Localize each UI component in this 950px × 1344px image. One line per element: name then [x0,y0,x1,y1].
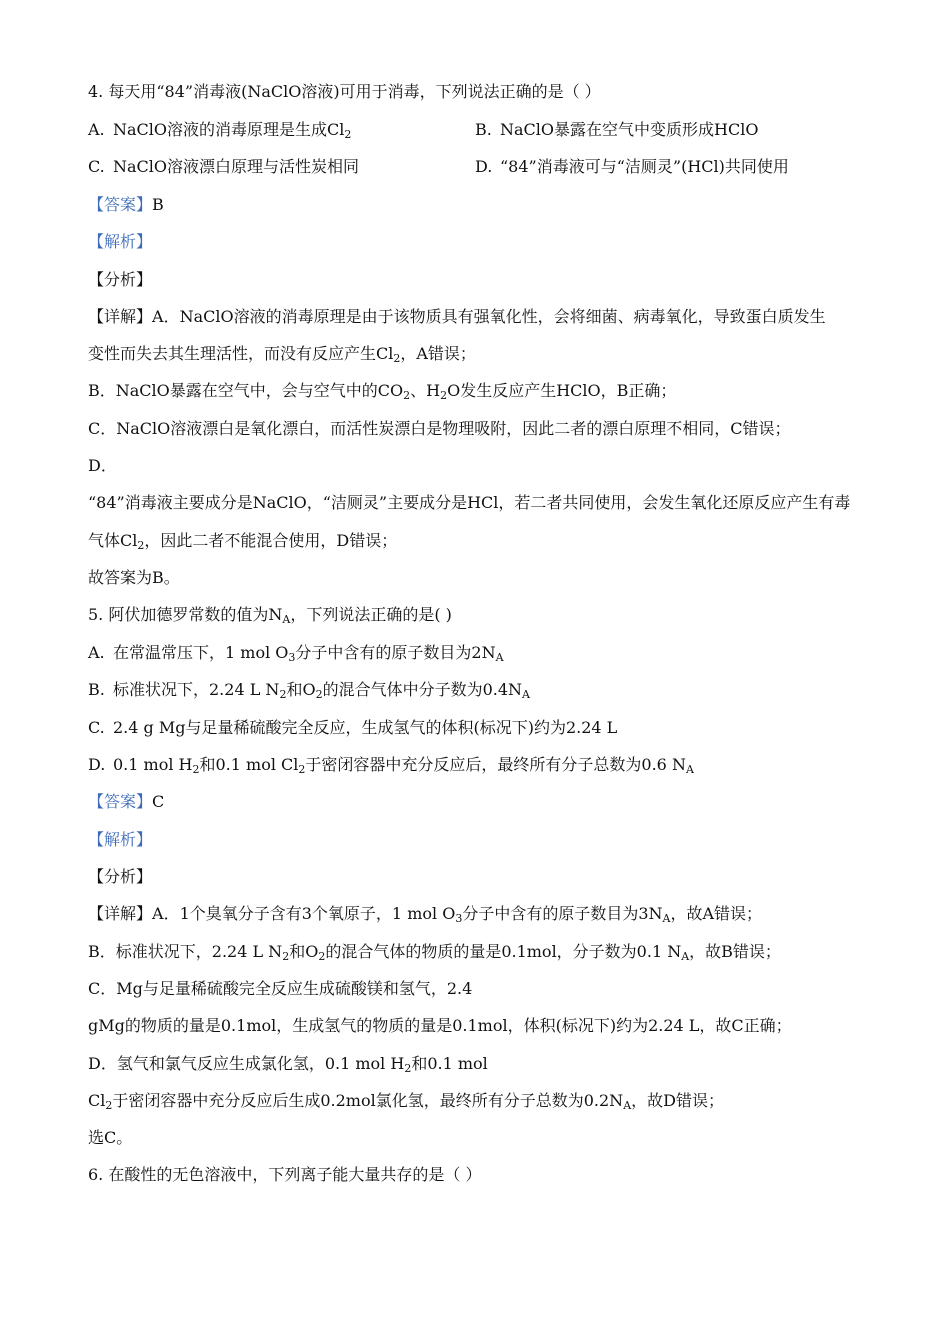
q5-option-c[interactable]: C. 2.4 g Mg与足量稀硫酸完全反应，生成氢气的体积(标况下)约为2.24 L [88,718,618,737]
answer-tag: 【答案】 [88,195,153,214]
q5-analysis-tag: 【解析】 [88,830,153,849]
q5-option-a[interactable]: A. 在常温常压下，1 mol $O_3$分子中含有的原子数目为$2N_A$ [88,643,504,664]
q4-detail-a-line1: 【详解】A．NaClO溶液的消毒原理是由于该物质具有强氧化性，会将细菌、病毒氧化，导致蛋白质发生 [88,307,826,326]
q4-detail-a-line2: 变性而失去其生理活性，而没有反应产生$Cl_2$，A错误； [88,344,476,365]
q4-answer: 【答案】B [88,195,164,214]
answer-tag: 【答案】 [88,792,153,811]
option-label: A. [88,643,105,662]
q4-detail-b: B．NaClO暴露在空气中，会与空气中的$CO_2$、$H_2O$发生反应产生HClO，B正确； [88,381,677,402]
option-label: B. [88,680,105,699]
q4-option-b[interactable]: B. NaClO暴露在空气中变质形成HClO [475,120,759,139]
option-label: A. [88,120,105,139]
q4-detail-d-label: D． [88,456,117,475]
q5-option-d[interactable]: D. 0.1 mol $H_2$和0.1 mol $Cl_2$于密闭容器中充分反应后，最终所有分子总数为0.6 $N_A$ [88,755,694,776]
option-label: B. [475,120,492,139]
option-label: D. [475,157,493,176]
q5-detail-d-line2: $Cl_2$于密闭容器中充分反应后生成0.2mol氯化氢，最终所有分子总数为$0.2N_A$，故D错误； [88,1091,724,1112]
q5-detail-d-line1: D．氢气和氯气反应生成氯化氢，0.1 mol $H_2$和0.1 mol [88,1054,488,1075]
q4-detail-c: C．NaClO溶液漂白是氧化漂白，而活性炭漂白是物理吸附，因此二者的漂白原理不相同，C错误； [88,419,791,438]
q5-detail-c-line2: gMg的物质的量是0.1mol，生成氢气的物质的量是0.1mol，体积(标况下)约为2.24 L，故C正确； [88,1016,792,1035]
q4-option-d[interactable]: D. “84”消毒液可与“洁厕灵”(HCl)共同使用 [475,157,789,176]
q4-analysis-tag: 【解析】 [88,232,153,251]
q5-option-b[interactable]: B. 标准状况下，2.24 L $N_2$和$O_2$的混合气体中分子数为$0.4N_A$ [88,680,530,701]
option-label: C. [88,157,105,176]
q5-fenxi-tag: 【分析】 [88,867,153,886]
q5-detail-a: 【详解】A．1个臭氧分子含有3个氧原子，1 mol $O_3$分子中含有的原子数目为$3N_A$，故A错误； [88,904,763,925]
q4-conclusion: 故答案为B。 [88,568,180,587]
q6-stem: 6. 在酸性的无色溶液中，下列离子能大量共存的是（ ） [88,1165,482,1184]
q4-stem: 4. 每天用“84”消毒液(NaClO溶液)可用于消毒，下列说法正确的是（ ） [88,82,601,101]
option-label: D. [88,755,106,774]
option-label: C. [88,718,105,737]
q5-conclusion: 选C。 [88,1128,133,1147]
q4-option-c[interactable]: C. NaClO溶液漂白原理与活性炭相同 [88,157,360,176]
q5-stem: 5. 阿伏加德罗常数的值为$N_A$，下列说法正确的是( ) [88,605,452,626]
q5-detail-b: B．标准状况下，2.24 L $N_2$和$O_2$的混合气体的物质的量是0.1mol，分子数为0.1 $N_A$，故B错误； [88,942,781,963]
q4-fenxi-tag: 【分析】 [88,270,153,289]
q5-answer: 【答案】C [88,792,165,811]
q4-detail-d-line1: “84”消毒液主要成分是NaClO，“洁厕灵”主要成分是HCl，若二者共同使用，会发生氧化还原反应产生有毒 [88,493,851,512]
q5-detail-c-line1: C．Mg与足量稀硫酸完全反应生成硫酸镁和氢气，2.4 [88,979,473,998]
q4-option-a[interactable]: A. NaClO溶液的消毒原理是生成$Cl_2$ [88,120,352,141]
q4-detail-d-line2: 气体$Cl_2$，因此二者不能混合使用，D错误； [88,531,398,552]
